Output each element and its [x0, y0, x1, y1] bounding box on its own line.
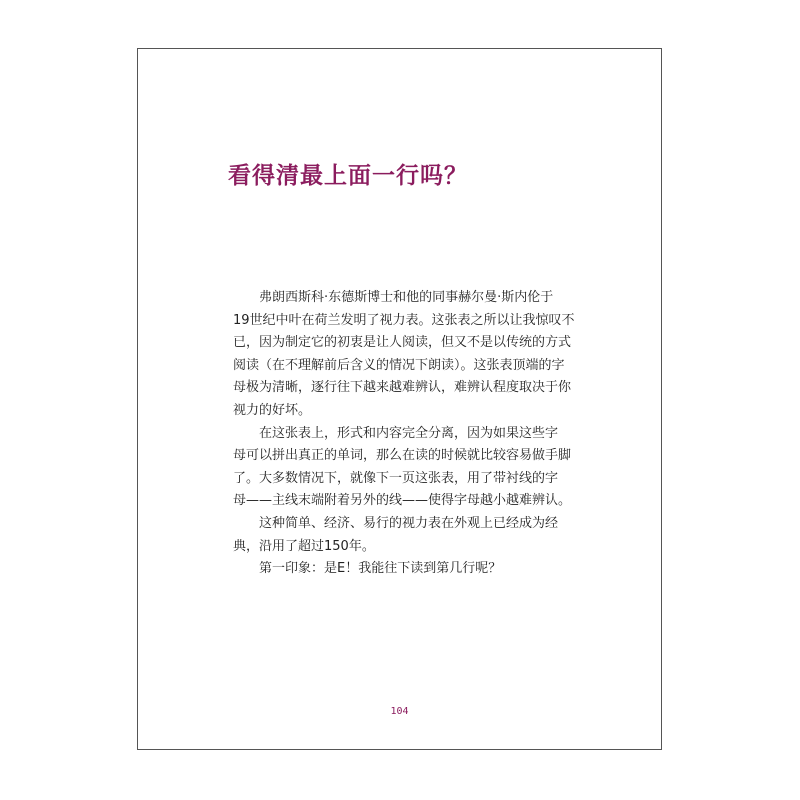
paragraph-1: [233, 287, 575, 423]
text-line: 在这张表上，形式和内容完全分离，因为如果这些字: [259, 425, 559, 441]
text-line: 阅读（在不理解前后含义的情况下朗读）。这张表顶端的字: [233, 357, 565, 373]
text-line: 第一印象：是E！我能往下读到第几行呢？: [259, 561, 502, 577]
paragraph-2: [233, 423, 572, 513]
text-line: 母极为清晰，逐行往下越来越难辨认，难辨认程度取决于你: [233, 380, 572, 396]
text-line: 19世纪中叶在荷兰发明了视力表。这张表之所以让我惊叹不: [233, 312, 575, 328]
text-line: 视力的好坏。: [233, 402, 312, 418]
body-text: [233, 287, 575, 581]
text-line: 典，沿用了超过150年。: [233, 538, 375, 554]
paragraph-4: [233, 558, 548, 581]
chapter-title: 看得清最上面一行吗？: [228, 163, 468, 189]
text-line: 已，因为制定它的初衷是让人阅读，但又不是以传统的方式: [233, 335, 572, 351]
text-line: 了。大多数情况下，就像下一页这张表，用了带衬线的字: [233, 470, 559, 486]
book-page: [137, 48, 662, 750]
page-number: 104: [390, 706, 409, 717]
text-line: 母可以拼出真正的单词，那么在读的时候就比较容易做手脚: [233, 448, 572, 464]
paragraph-3: [233, 513, 559, 558]
text-line: 母——主线末端附着另外的线——使得字母越小越难辨认。: [233, 493, 572, 509]
text-line: 弗朗西斯科·东德斯博士和他的同事赫尔曼·斯内伦于: [259, 290, 554, 305]
text-line: 这种简单、经济、易行的视力表在外观上已经成为经: [259, 515, 559, 531]
